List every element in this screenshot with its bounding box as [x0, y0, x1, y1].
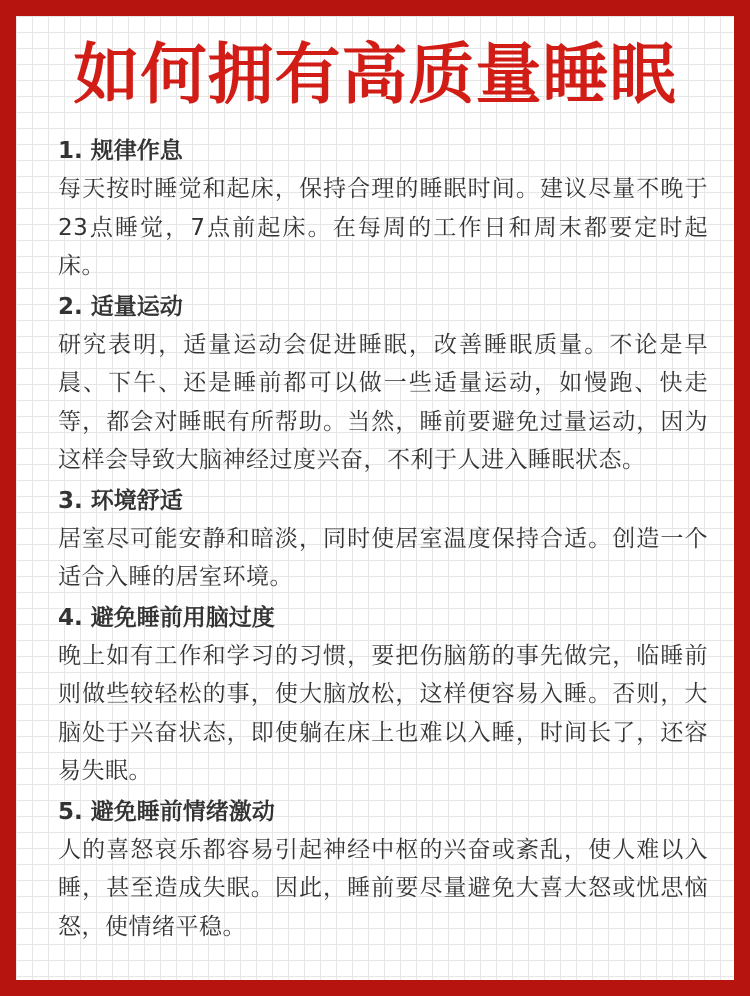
section-heading: 3. 环境舒适 — [58, 487, 183, 514]
section-heading: 1. 规律作息 — [58, 138, 183, 164]
section-body: 研究表明，适量运动会促进睡眠，改善睡眠质量。不论是早晨、下午、还是睡前都可以做一些适量运动，如慢跑、快走等，都会对睡眠有所帮助。当然，睡前要避免过量运动，因为这样会导致大脑神经过度兴奋，不利于人进入睡眠状态。 — [58, 331, 708, 473]
section-body: 晚上如有工作和学习的习惯，要把伤脑筋的事先做完，临睡前则做些较轻松的事，使大脑放松，这样便容易入睡。否则，大脑处于兴奋状态，即使躺在床上也难以入睡，时间长了，还容易失眠。 — [58, 642, 708, 784]
section-body: 居室尽可能安静和暗淡，同时使居室温度保持合适。创造一个适合入睡的居室环境。 — [58, 525, 708, 590]
section-heading: 4. 避免睡前用脑过度 — [58, 604, 275, 631]
section-body: 每天按时睡觉和起床，保持合理的睡眠时间。建议尽量不晚于23点睡觉，7点前起床。在每周的工作日和周末都要定时起床。 — [58, 176, 708, 279]
section-4 — [58, 599, 708, 791]
article-content — [58, 132, 708, 948]
section-body: 人的喜怒哀乐都容易引起神经中枢的兴奋或紊乱，使人难以入睡，甚至造成失眠。因此，睡前要尽量避免大喜大怒或忧思恼怒，使情绪平稳。 — [58, 836, 708, 940]
section-heading: 2. 适量运动 — [58, 293, 183, 320]
section-3 — [58, 482, 708, 597]
section-heading: 5. 避免睡前情绪激动 — [58, 798, 275, 825]
section-1 — [58, 132, 708, 286]
section-5 — [58, 793, 708, 947]
page-title: 如何拥有高质量睡眠 — [73, 36, 677, 113]
section-2 — [58, 288, 708, 480]
grid-paper — [16, 16, 734, 980]
